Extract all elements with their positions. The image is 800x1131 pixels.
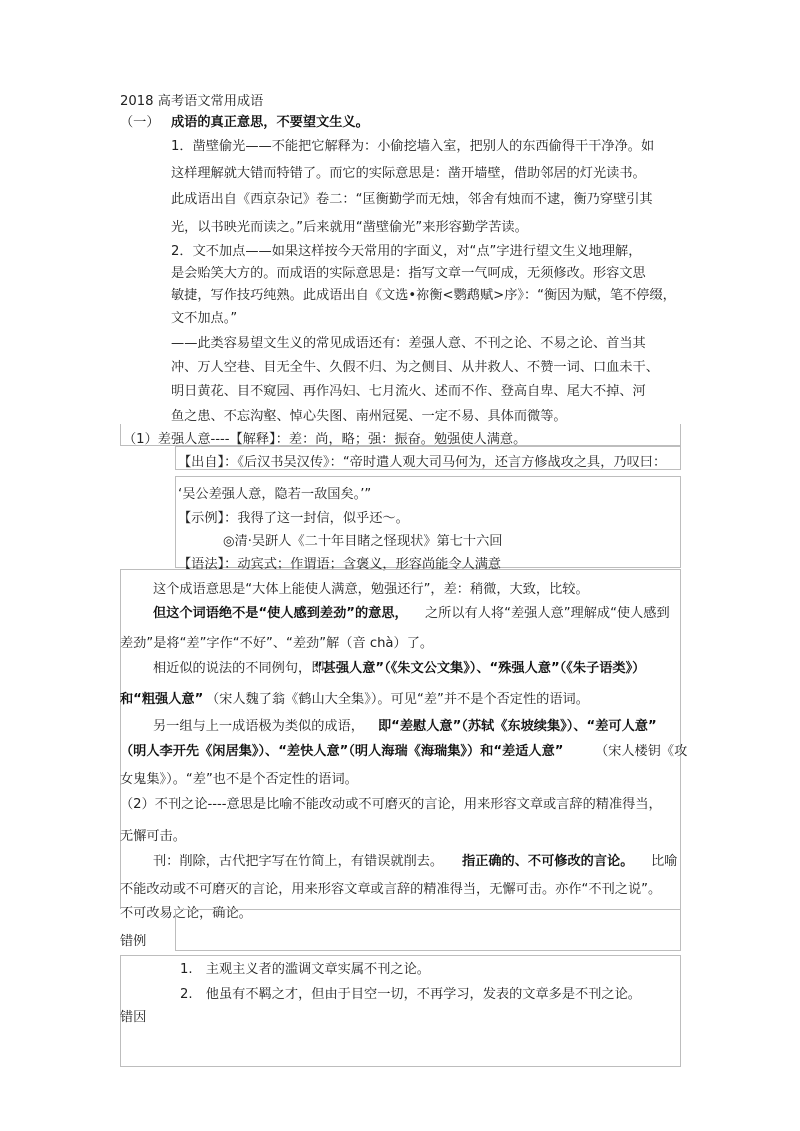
explain-p1: 这个成语意思是“大体上能使人满意，勉强还行”，差：稍微，大致，比较。 <box>153 582 589 597</box>
section-marker: （一） <box>120 115 160 130</box>
explain-p4-line2-rest: （宋人楼钥《攻 <box>595 744 688 759</box>
note-line: ——此类容易望文生义的常见成语还有：差强人意、不刊之论、不易之论、首当其 <box>171 336 646 351</box>
note-line: 鱼之患、不忘沟壑、悼心失图、南州冠冕、一定不易、具体而微等。 <box>171 409 567 424</box>
section-heading: 成语的真正意思，不要望文生义。 <box>171 115 369 130</box>
explain-p3-a: 相近似的说法的不同例句，即 <box>153 661 325 676</box>
entry2-line3-c: 比喻 <box>651 854 678 869</box>
explain-p3-c2: （宋人魏了翁《鹤山大全集》）。可见“差”并不是个否定性的语词。 <box>206 692 589 707</box>
note-line: 冲、万人空巷、目无全牛、久假不归、为之侧目、从井救人、不赞一词、口血未干、 <box>171 360 659 375</box>
entry1-example: 【示例】：我得了这一封信，似乎还～。 <box>178 511 409 526</box>
entry1-header: （1）差强人意----【解释】：差：尚，略；强：振奋。勉强使人满意。 <box>123 432 527 447</box>
explain-p4-line2: （明人李开先《闲居集》）、“差快人意”（明人海瑞《海瑞集》）和“差适人意” <box>120 744 564 759</box>
explain-p2-rest: 之所以有人将“差强人意”理解成“使人感到 <box>425 606 670 621</box>
item1-line: 这样理解就大错而特错了。而它的实际意思是：凿开墙壁，借助邻居的灯光读书。 <box>171 166 646 181</box>
error-item: 2. 他虽有不羁之才，但由于目空一切，不再学习，发表的文章多是不刊之论。 <box>180 987 641 1002</box>
note-line: 明日黄花、目不窥园、再作冯妇、七月流火、述而不作、登高自卑、尾大不掉、河 <box>171 384 646 399</box>
entry2-line5: 不可改易之论，确论。 <box>120 906 252 921</box>
page-title: 2018 高考语文常用成语 <box>120 94 264 109</box>
entry1-source-line2: ‘吴公差强人意，隐若一敌国矣。’” <box>178 487 372 502</box>
item2-line: 敏捷，写作技巧纯熟。此成语出自《文选•祢衡<鹦鹉赋>序》：“衡因为赋，笔不停缀， <box>171 288 676 303</box>
explain-p3-c1: 和“粗强人意” <box>120 692 204 707</box>
explain-p2-bold: 但这个词语绝不是“使人感到差劲”的意思， <box>153 606 408 621</box>
entry2-line3-a: 刊：削除，古代把字写在竹简上，有错误就削去。 <box>153 854 444 869</box>
explain-p2-line2: 差劲”是将“差”字作“不好”、“差劲”解（音 chà）了。 <box>120 636 434 651</box>
explain-p3-b: “甚强人意”（《朱文公文集》）、“殊强人意”（《朱子语类》） <box>314 661 646 676</box>
item2-line: 是会贻笑大方的。而成语的实际意思是：指写文章一气呵成，无须修改。形容文思 <box>171 266 646 281</box>
entry2-line2: 无懈可击。 <box>120 829 186 844</box>
error-item: 1. 主观主义者的滥调文章实属不刊之论。 <box>180 962 430 977</box>
entry1-example-source: ◎清·吴趼人《二十年目睹之怪现状》第七十六回 <box>223 534 503 549</box>
item1-line: 此成语出自《西京杂记》卷二：“匡衡勤学而无烛，邻舍有烛而不逮，衡乃穿壁引其 <box>171 192 653 207</box>
item2-line: 2．文不加点——如果这样按今天常用的字面义，对“点”字进行望文生义地理解， <box>171 244 642 259</box>
errors-label: 错例 <box>120 934 147 949</box>
explain-p4-line3: 女鬼集》）。“差”也不是个否定性的语词。 <box>120 772 358 787</box>
entry2-line4: 不能改动或不可磨灭的言论，用来形容文章或言辞的精准得当，无懈可击。亦作“不刊之说”。 <box>120 882 662 897</box>
entry2-line1: （2）不刊之论----意思是比喻不能改动或不可磨灭的言论，用来形容文章或言辞的精准得当， <box>120 797 662 812</box>
explain-p4-b: 即“差慰人意”（苏轼《东坡续集》）、“差可人意” <box>378 719 657 734</box>
entry2-line3-bold: 指正确的、不可修改的言论。 <box>462 854 634 869</box>
item1-line: 光，以书映光而读之。”后来就用“凿壁偷光”来形容勤学苦读。 <box>171 220 528 235</box>
explain-p4-a: 另一组与上一成语极为类似的成语， <box>153 719 364 734</box>
entry1-source-line1: 【出自】：《后汉书吴汉传》：“帝时遣人观大司马何为，还言方修战攻之具，乃叹曰： <box>178 455 667 470</box>
item2-line: 文不加点。” <box>171 311 238 326</box>
errors-label-box <box>175 909 681 951</box>
errors-cause-label: 错因 <box>120 1010 147 1025</box>
entry1-grammar: 【语法】：动宾式；作谓语；含褒义，形容尚能令人满意 <box>178 557 502 572</box>
item1-line: 1．凿壁偷光——不能把它解释为：小偷挖墙入室，把别人的东西偷得干干净净。如 <box>171 139 655 154</box>
